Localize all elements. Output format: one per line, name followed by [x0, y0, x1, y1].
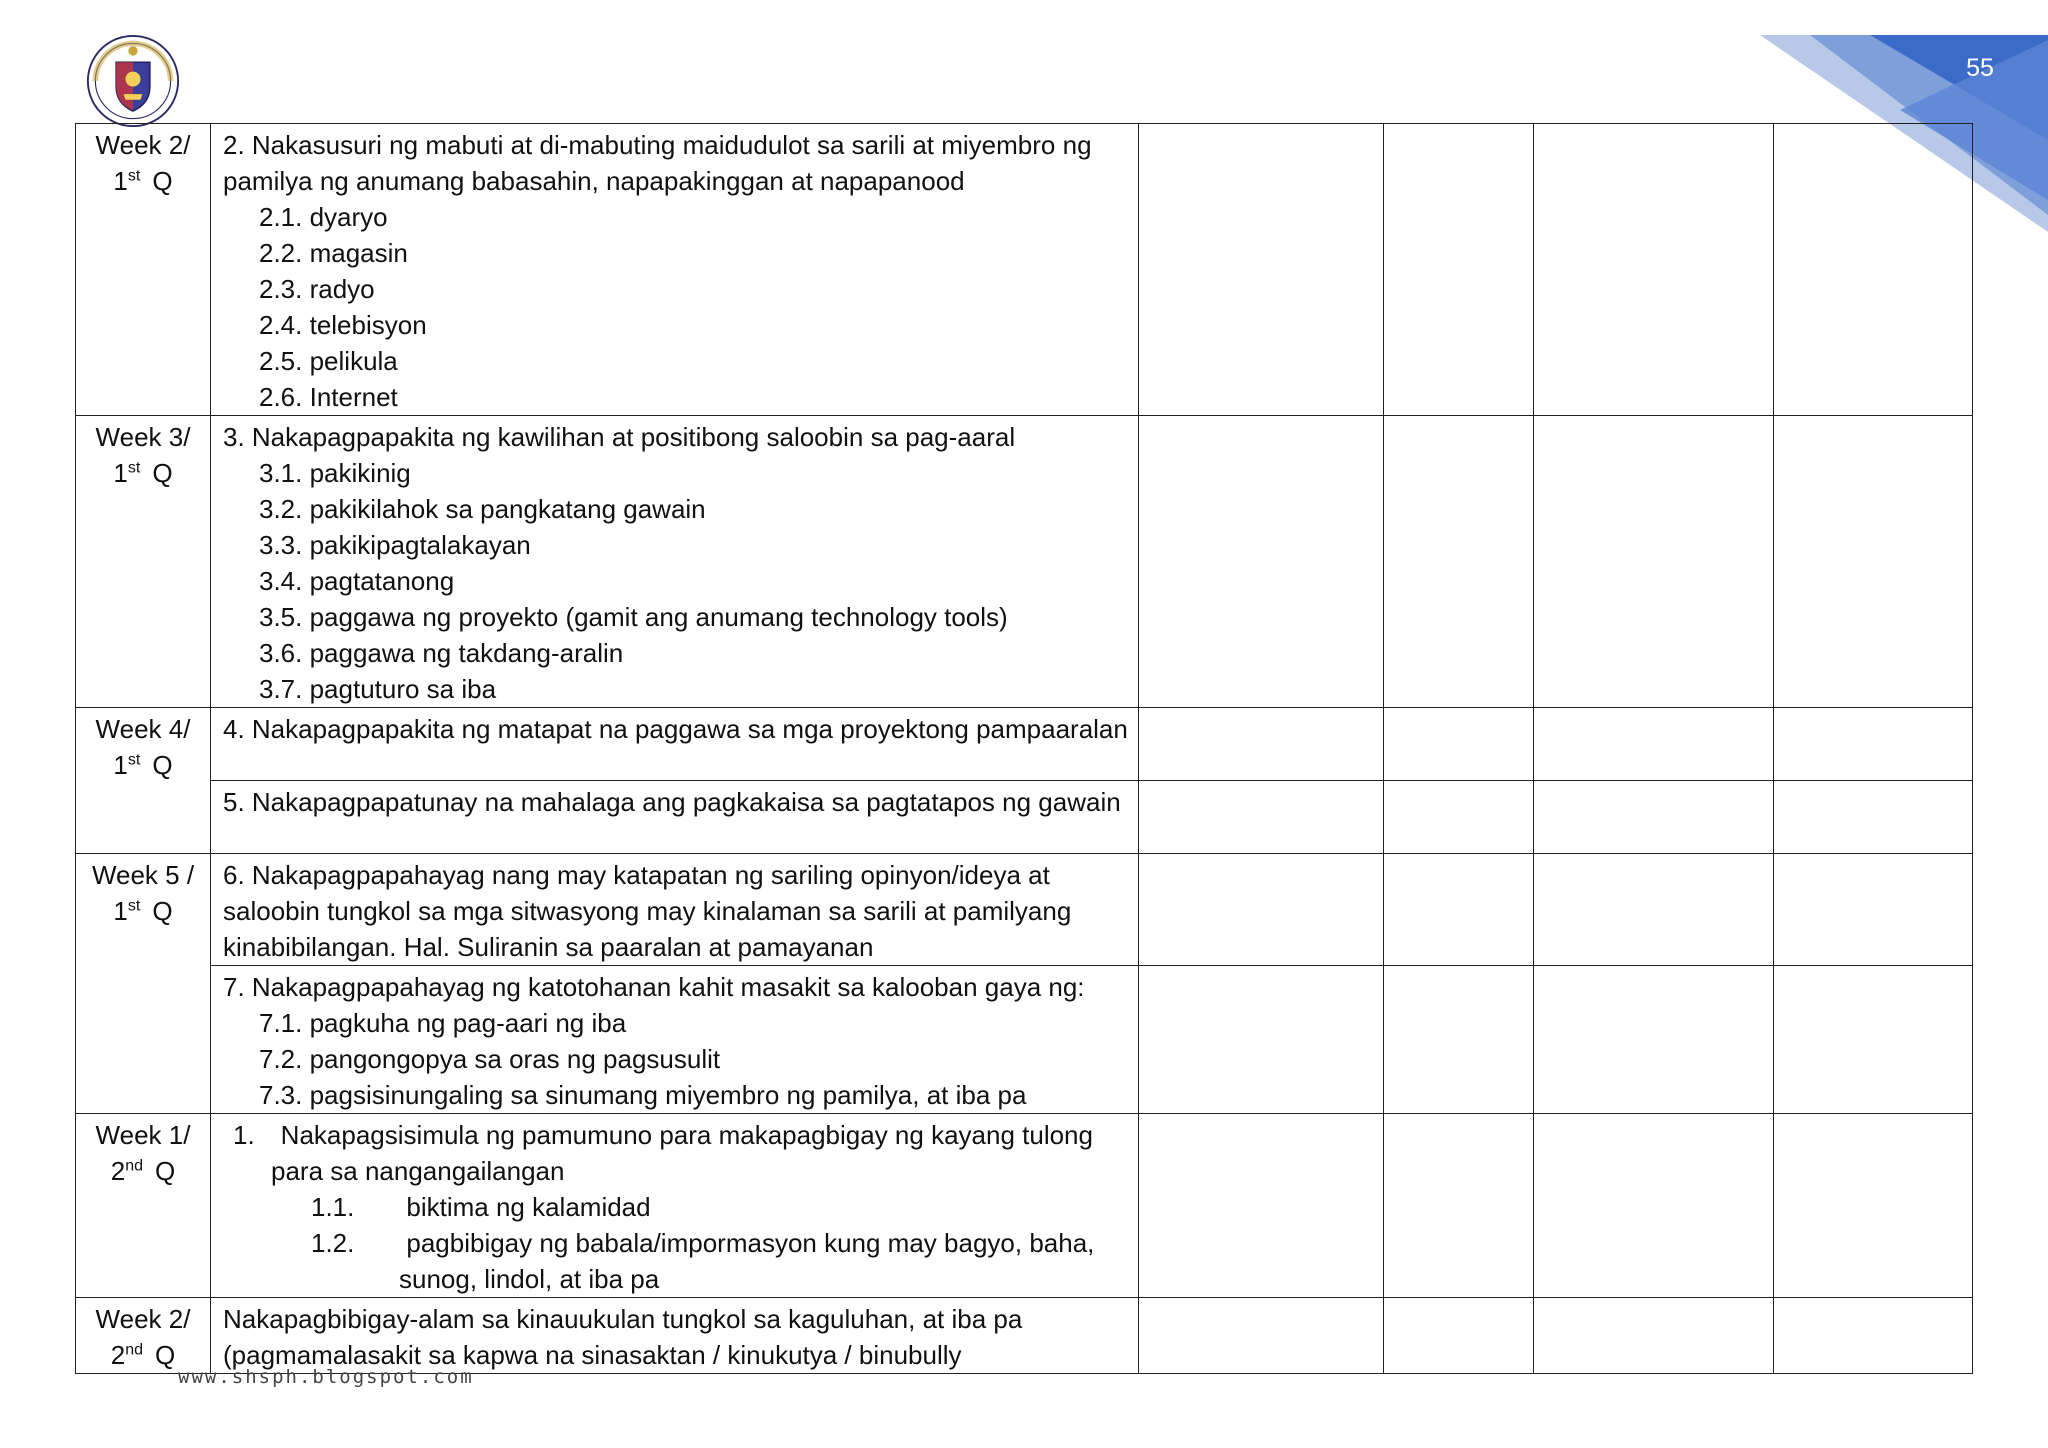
week-cell: [76, 854, 211, 1114]
empty-cell: [1384, 966, 1534, 1114]
empty-cell: [1139, 781, 1384, 854]
table-row: [76, 1298, 1973, 1374]
empty-cell: [1384, 854, 1534, 966]
sub-item: 3.1. pakikinig: [259, 458, 411, 488]
sub-item: 2.4. telebisyon: [259, 310, 427, 340]
sub-item: 3.4. pagtatanong: [259, 566, 455, 596]
empty-cell: [1774, 708, 1973, 781]
empty-cell: [1139, 1114, 1384, 1298]
table-row: [76, 966, 1973, 1114]
competency-cell: [211, 416, 1139, 708]
week-label: Week 1/: [95, 1120, 191, 1150]
sub-item: 3.3. pakikipagtalakayan: [259, 530, 531, 560]
week-label: Week 2/: [95, 1304, 191, 1334]
quarter-label: 1st Q: [113, 750, 173, 780]
week-cell: [76, 1114, 211, 1298]
sub-item: 2.3. radyo: [259, 274, 375, 304]
sub-item: 7.1. pagkuha ng pag-aari ng iba: [259, 1008, 627, 1038]
empty-cell: [1534, 1298, 1774, 1374]
week-label: Week 2/: [95, 130, 191, 160]
empty-cell: [1774, 124, 1973, 416]
week-label: Week 4/: [95, 714, 191, 744]
week-cell: [76, 708, 211, 854]
quarter-label: 2nd Q: [110, 1156, 176, 1186]
table-row: [76, 781, 1973, 854]
sub-item: 2.5. pelikula: [259, 346, 398, 376]
deped-seal-icon: [86, 34, 180, 128]
competency-text: 6. Nakapagpapahayag nang may katapatan ng sariling opinyon/ideya at saloobin tungkol sa mga sitwasyong may kinalaman sa sarili at pamilyang kinabibilangan. Hal. Suliranin sa paaralan at pamayanan: [223, 860, 1072, 962]
table-row: [76, 854, 1973, 966]
table-row: [76, 416, 1973, 708]
quarter-label: 1st Q: [113, 896, 173, 926]
sub-item: 2.1. dyaryo: [259, 202, 388, 232]
competency-text: 4. Nakapagpapakita ng matapat na paggawa sa mga proyektong pampaaralan: [223, 714, 1128, 744]
empty-cell: [1534, 966, 1774, 1114]
empty-cell: [1774, 854, 1973, 966]
week-label: Week 5 /: [91, 860, 195, 890]
empty-cell: [1384, 416, 1534, 708]
empty-cell: [1774, 416, 1973, 708]
sub-item: 1.2. pagbibigay ng babala/impormasyon kung may bagyo, baha, sunog, lindol, at iba pa: [311, 1228, 1095, 1294]
competency-text: 7. Nakapagpapahayag ng katotohanan kahit masakit sa kalooban gaya ng:: [223, 972, 1085, 1002]
week-cell: [76, 1298, 211, 1374]
empty-cell: [1534, 1114, 1774, 1298]
empty-cell: [1139, 124, 1384, 416]
competency-cell: [211, 1114, 1139, 1298]
empty-cell: [1139, 1298, 1384, 1374]
empty-cell: [1384, 124, 1534, 416]
empty-cell: [1774, 966, 1973, 1114]
empty-cell: [1384, 781, 1534, 854]
empty-cell: [1139, 416, 1384, 708]
table-row: [76, 1114, 1973, 1298]
sub-item: 7.2. pangongopya sa oras ng pagsusulit: [259, 1044, 721, 1074]
competency-text: 5. Nakapagpapatunay na mahalaga ang pagkakaisa sa pagtatapos ng gawain: [223, 787, 1121, 817]
competency-text: Nakapagbibigay-alam sa kinauukulan tungkol sa kaguluhan, at iba pa (pagmamalasakit sa kapwa na sinasaktan / kinukutya / binubully: [223, 1304, 1023, 1370]
page-number: 55: [1966, 54, 1994, 82]
week-cell: [76, 124, 211, 416]
empty-cell: [1534, 781, 1774, 854]
competency-cell: [211, 1298, 1139, 1374]
empty-cell: [1384, 1298, 1534, 1374]
week-cell: [76, 416, 211, 708]
empty-cell: [1774, 1114, 1973, 1298]
quarter-label: 1st Q: [113, 166, 173, 196]
sub-item: 3.5. paggawa ng proyekto (gamit ang anumang technology tools): [259, 602, 1008, 632]
quarter-label: 1st Q: [113, 458, 173, 488]
empty-cell: [1534, 854, 1774, 966]
sub-item: 2.2. magasin: [259, 238, 408, 268]
empty-cell: [1384, 1114, 1534, 1298]
competency-cell: [211, 708, 1139, 781]
competency-text: 3. Nakapagpapakita ng kawilihan at positibong saloobin sa pag-aaral: [223, 422, 1016, 452]
sub-item: 2.6. Internet: [259, 382, 398, 412]
table-row: [76, 124, 1973, 416]
competency-cell: [211, 966, 1139, 1114]
empty-cell: [1774, 781, 1973, 854]
sub-item: 7.3. pagsisinungaling sa sinumang miyembro ng pamilya, at iba pa: [259, 1080, 1027, 1110]
quarter-label: 2nd Q: [110, 1340, 176, 1370]
sub-item: 3.7. pagtuturo sa iba: [259, 674, 497, 704]
week-label: Week 3/: [95, 422, 191, 452]
sub-item: 3.6. paggawa ng takdang-aralin: [259, 638, 624, 668]
empty-cell: [1534, 416, 1774, 708]
empty-cell: [1534, 708, 1774, 781]
empty-cell: [1534, 124, 1774, 416]
competency-cell: [211, 124, 1139, 416]
empty-cell: [1139, 708, 1384, 781]
footer-url: www.shsph.blogspot.com: [178, 1366, 474, 1388]
empty-cell: [1774, 1298, 1973, 1374]
table-row: [76, 708, 1973, 781]
competency-cell: [211, 781, 1139, 854]
empty-cell: [1139, 854, 1384, 966]
competency-table: [75, 123, 1973, 1374]
sub-item: 1.1. biktima ng kalamidad: [311, 1192, 651, 1222]
sub-item: 3.2. pakikilahok sa pangkatang gawain: [259, 494, 706, 524]
competency-text: 2. Nakasusuri ng mabuti at di-mabuting maidudulot sa sarili at miyembro ng pamilya ng anumang babasahin, napapakinggan at napapanood: [223, 130, 1092, 196]
empty-cell: [1384, 708, 1534, 781]
empty-cell: [1139, 966, 1384, 1114]
competency-text: 1. Nakapagsisimula ng pamumuno para makapagbigay ng kayang tulong para sa nangangailangan: [233, 1120, 1093, 1186]
competency-cell: [211, 854, 1139, 966]
